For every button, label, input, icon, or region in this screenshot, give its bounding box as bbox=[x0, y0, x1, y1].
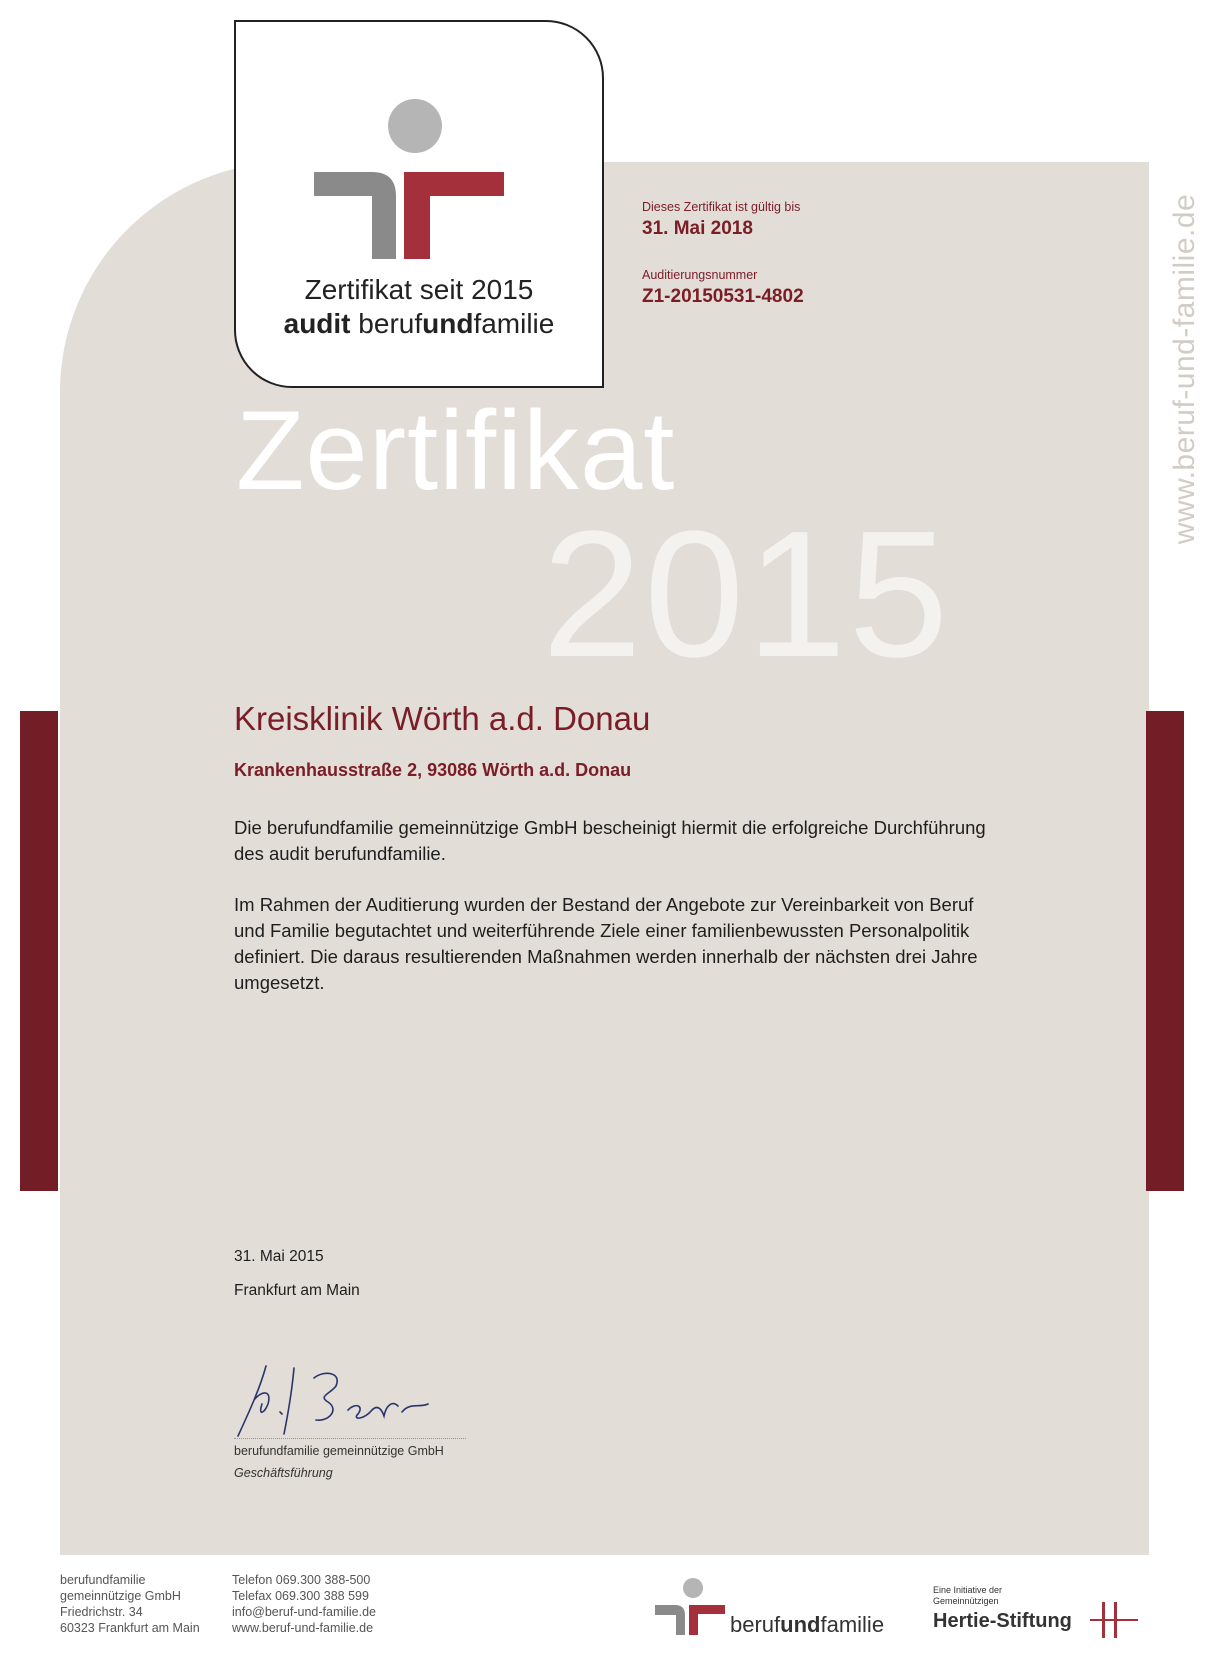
footer-address: berufundfamilie gemeinnützige GmbH Friedrichstr. 34 60323 Frankfurt am Main bbox=[60, 1573, 200, 1635]
signature-role: Geschäftsführung bbox=[234, 1466, 333, 1480]
initiative-label: Eine Initiative der Gemeinnützigen bbox=[933, 1585, 1003, 1606]
certificate-heading: Zertifikat bbox=[236, 388, 676, 513]
footer-website: www.beruf-und-familie.de bbox=[232, 1621, 374, 1635]
valid-until-value: 31. Mai 2018 bbox=[642, 218, 753, 239]
logo-caption-line1: Zertifikat seit 2015 bbox=[304, 274, 534, 305]
body-paragraph-1: Die berufundfamilie gemeinnützige GmbH bescheinigt hiermit die erfolgreiche Durchführung des audit berufundfamilie. bbox=[234, 817, 986, 864]
body-paragraph-2: Im Rahmen der Auditierung wurden der Bestand der Angebote zur Vereinbarkeit von Beruf und Familie begutachtet und weiterführende Ziele einer familienbewussten Personalpolitik definiert. Die daraus resultierenden Maßnahmen werden innerhalb der nächsten drei Jahre umgesetzt. bbox=[234, 894, 978, 993]
validity-block bbox=[642, 200, 804, 308]
side-url-text: www.beruf-und-familie.de bbox=[1168, 193, 1201, 545]
hertie-logo-icon bbox=[1090, 1600, 1140, 1640]
organization-name: Kreisklinik Wörth a.d. Donau bbox=[234, 700, 651, 737]
certificate-year: 2015 bbox=[542, 494, 951, 695]
berufundfamilie-logo-icon bbox=[314, 84, 514, 264]
organization-address: Krankenhausstraße 2, 93086 Wörth a.d. Donau bbox=[234, 760, 632, 780]
brand-logo-icon bbox=[655, 1577, 727, 1637]
signature-line bbox=[234, 1438, 466, 1439]
logo-caption-line2: audit berufundfamilie bbox=[283, 308, 555, 339]
issue-place: Frankfurt am Main bbox=[234, 1282, 360, 1299]
audit-number-label: Auditierungsnummer bbox=[642, 268, 758, 282]
footer-phone: Telefon 069.300 388-500 bbox=[232, 1573, 371, 1587]
certificate-logo bbox=[234, 20, 604, 388]
footer-email: info@beruf-und-familie.de bbox=[232, 1605, 377, 1619]
signature-icon bbox=[232, 1360, 452, 1440]
audit-number-value: Z1-20150531-4802 bbox=[642, 286, 804, 307]
valid-until-label: Dieses Zertifikat ist gültig bis bbox=[642, 200, 801, 214]
footer-fax: Telefax 069.300 388 599 bbox=[232, 1589, 369, 1603]
right-band bbox=[1146, 711, 1184, 1191]
brand-wordmark: berufundfamilie bbox=[730, 1612, 885, 1637]
left-band bbox=[20, 711, 58, 1191]
issue-date: 31. Mai 2015 bbox=[234, 1248, 324, 1265]
side-url bbox=[1170, 164, 1200, 574]
footer-contact bbox=[232, 1572, 376, 1636]
signature-organization: berufundfamilie gemeinnützige GmbH bbox=[234, 1444, 444, 1458]
hertie-stiftung-name: Hertie-Stiftung bbox=[933, 1610, 1072, 1632]
